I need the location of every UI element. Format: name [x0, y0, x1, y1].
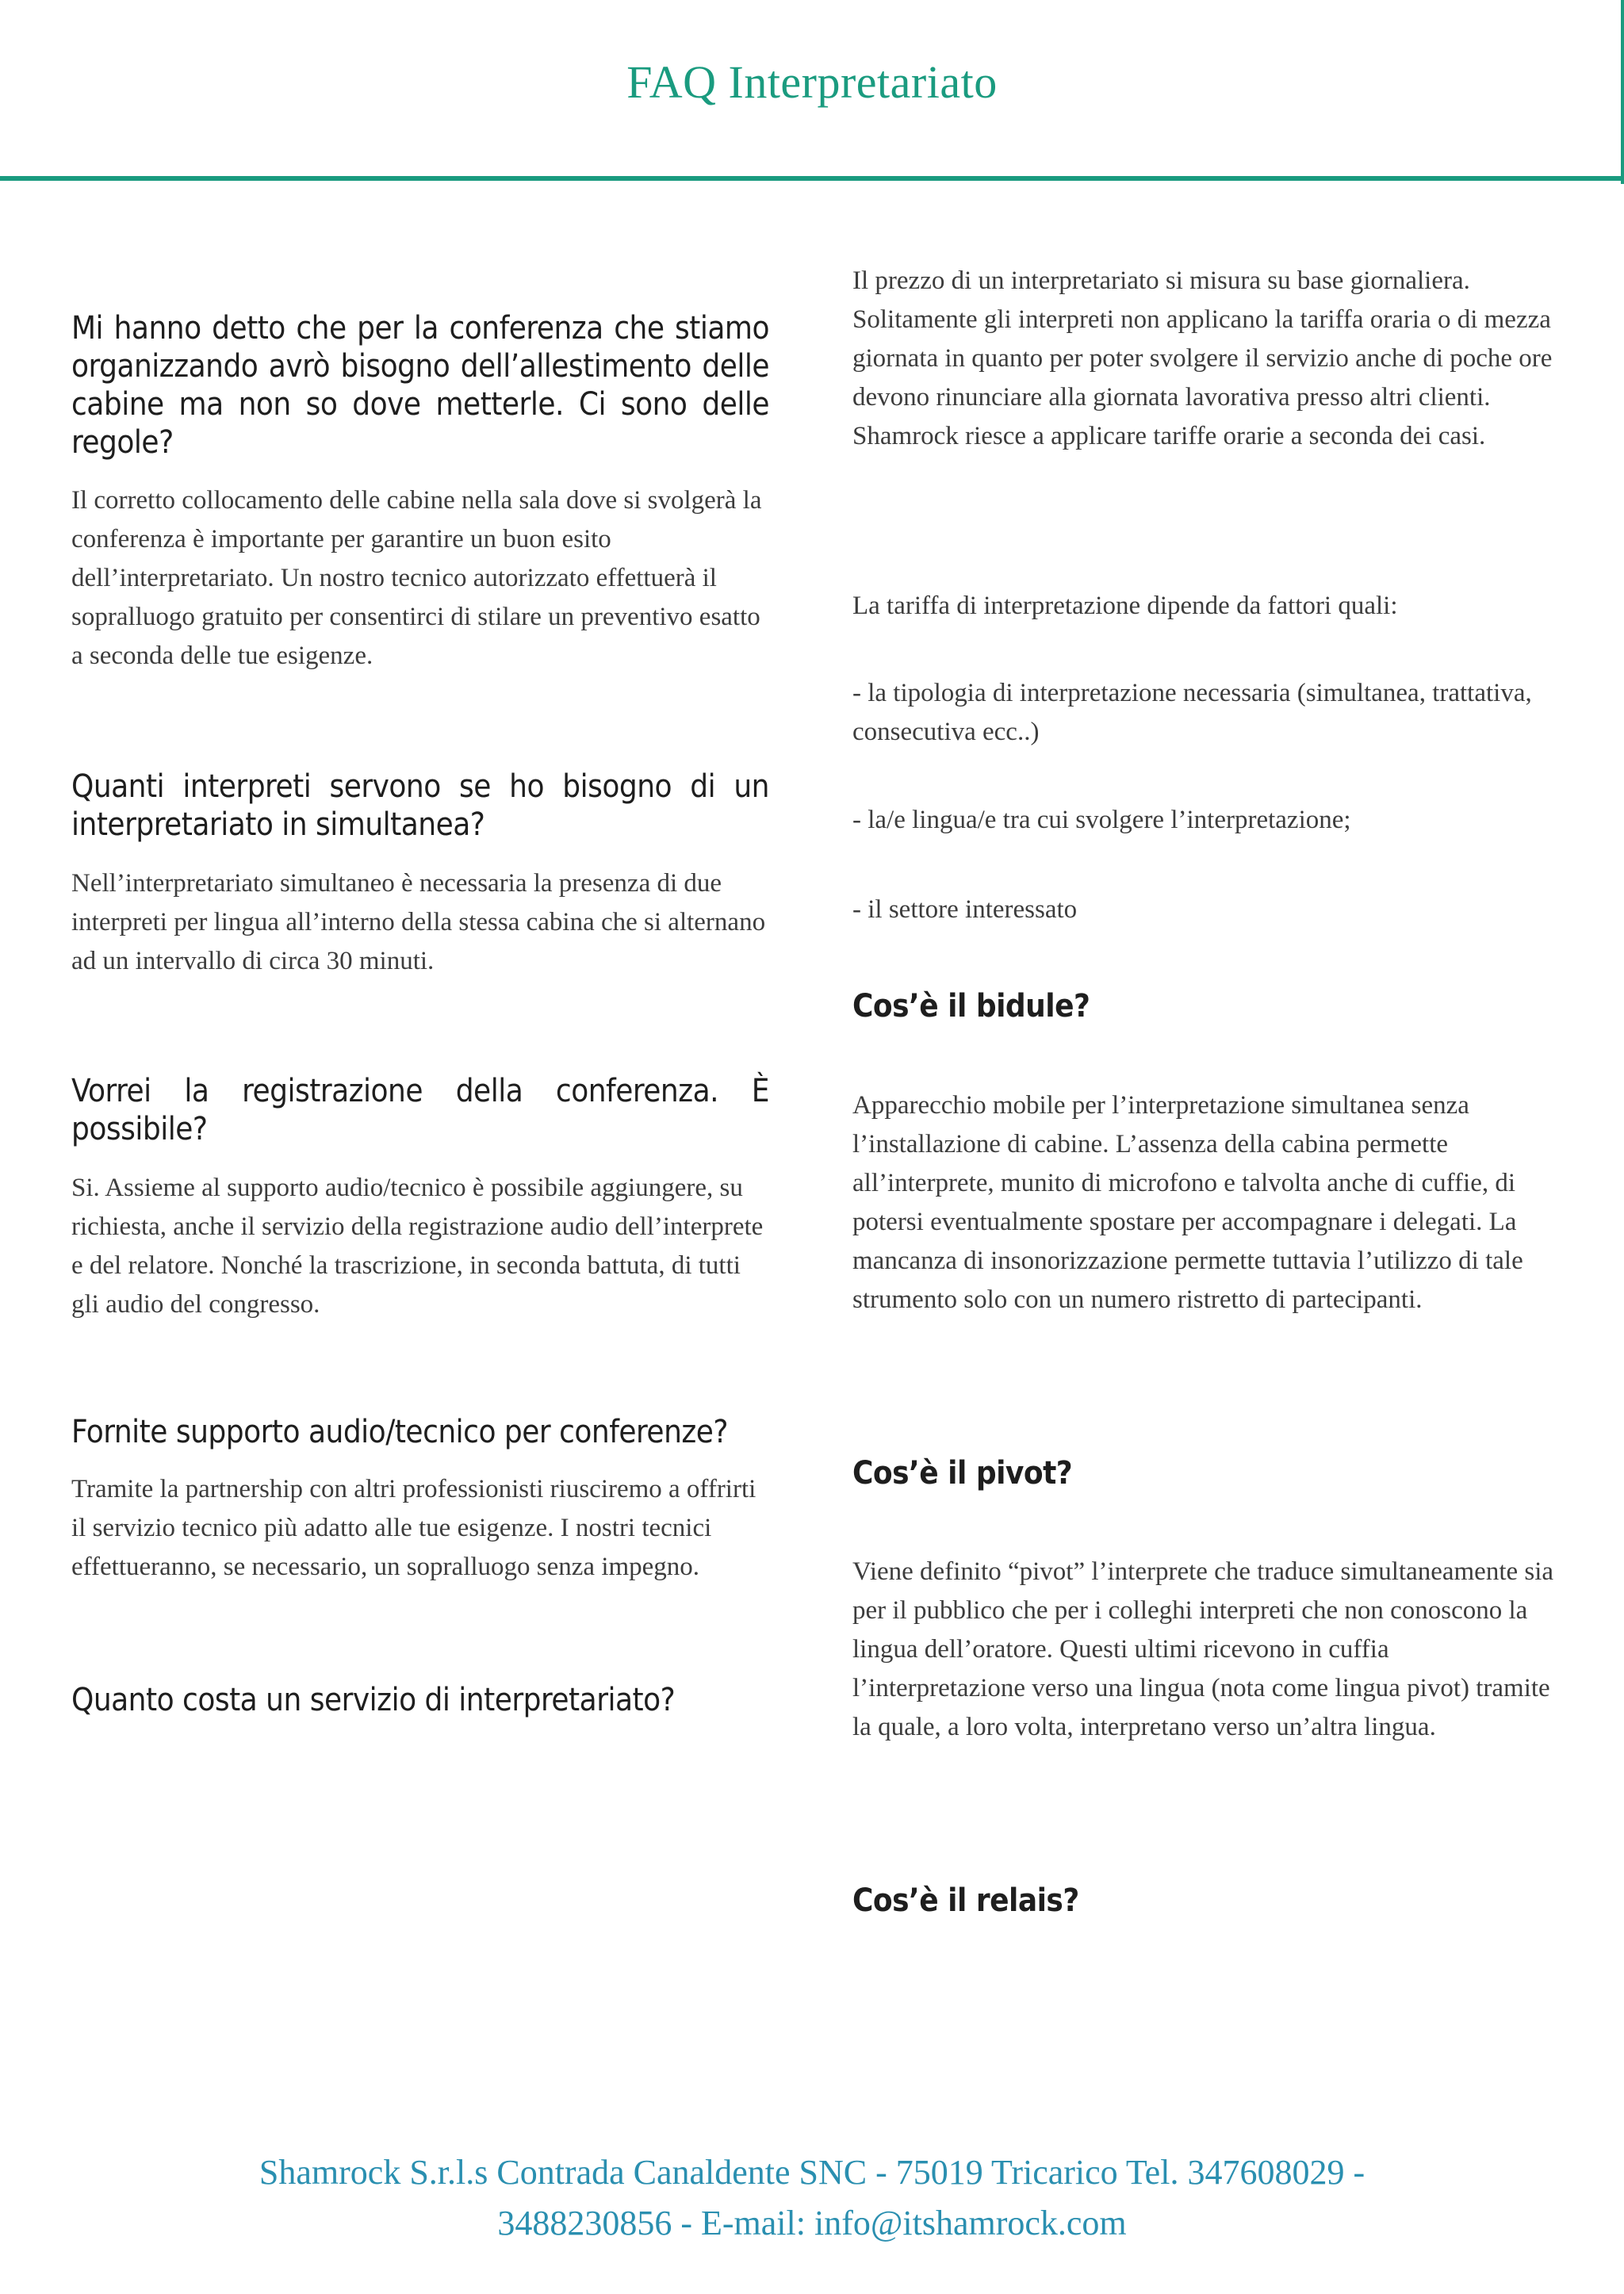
- faq-answer: Viene definito “pivot” l’interprete che traduce simultaneamente sia per il pubblico che per i colleghi interpreti che non conoscono la lingua dell’oratore. Questi ultimi ricevono in cuffia l’interpretazione verso una lingua (nota come lingua pivot) tramite la quale, a loro volta, interpretano verso un’altra lingua.: [852, 1557, 1554, 1741]
- faq-question: Cos’è il pivot?: [852, 1455, 1073, 1492]
- faq-answer: Nell’interpretariato simultaneo è necessaria la presenza di due interpreti per lingua all’interno della stessa cabina che si alternano ad un intervallo di circa 30 minuti.: [71, 869, 766, 975]
- faq-item-interpreti: [71, 768, 769, 844]
- factor-item-1: [852, 674, 1558, 752]
- faq-item-relais: [852, 1882, 1558, 1920]
- page-footer: [0, 2147, 1624, 2249]
- footer-contact-line-2: 3488230856 - E-mail: info@itshamrock.com: [497, 2204, 1127, 2242]
- faq-question: Quanti interpreti servono se ho bisogno di un interpretariato in simultanea?: [71, 768, 769, 843]
- page-header: [0, 0, 1624, 176]
- faq-item-costo: [71, 1681, 769, 1719]
- faq-answer: Apparecchio mobile per l’interpretazione simultanea senza l’installazione di cabine. L’assenza della cabina permette all’interprete, munito di microfono e talvolta anche di cuffie, di potersi eventualmente spostare per accompagnare i delegati. La mancanza di insonorizzazione permette tuttavia l’utilizzo di tale strumento solo con un numero ristretto di partecipanti.: [852, 1091, 1523, 1314]
- faq-question: Mi hanno detto che per la conferenza che stiamo organizzando avrò bisogno dell’allestimento delle cabine ma non so dove metterle. Ci sono delle regole?: [71, 310, 769, 461]
- page-title: FAQ Interpretariato: [626, 56, 998, 108]
- faq-item-cabine: [71, 309, 769, 461]
- faq-answer-block: [71, 1470, 769, 1587]
- faq-answer: Il corretto collocamento delle cabine nella sala dove si svolgerà la conferenza è importante per garantire un buon esito dell’interpretariato. Un nostro tecnico autorizzato effettuerà il sopralluogo gratuito per consentirci di stilare un preventivo esatto a seconda delle tue esigenze.: [71, 486, 762, 670]
- factors-intro: La tariffa di interpretazione dipende da fattori quali:: [852, 592, 1398, 620]
- faq-item-registrazione: [71, 1072, 769, 1148]
- faq-answer-block: [71, 864, 769, 981]
- faq-answer-block: [71, 1169, 769, 1324]
- faq-answer: Tramite la partnership con altri professionisti riusciremo a offrirti il servizio tecnico più adatto alle tue esigenze. I nostri tecnici effettueranno, se necessario, un sopralluogo senza impegno.: [71, 1475, 756, 1581]
- factor-item-2: [852, 801, 1558, 840]
- faq-question: Vorrei la registrazione della conferenza. È possibile?: [71, 1073, 769, 1147]
- factor-item-3: [852, 890, 1558, 929]
- faq-answer-block: [71, 481, 769, 676]
- factor-text: - il settore interessato: [852, 895, 1078, 924]
- faq-answer: Si. Assieme al supporto audio/tecnico è possibile aggiungere, su richiesta, anche il servizio della registrazione audio dell’interprete e del relatore. Nonché la trascrizione, in seconda battuta, di tutti gli audio del congresso.: [71, 1174, 764, 1319]
- faq-question: Fornite supporto audio/tecnico per conferenze?: [71, 1414, 729, 1450]
- faq-answer-block: [852, 1553, 1558, 1747]
- faq-question: Cos’è il relais?: [852, 1882, 1079, 1919]
- factors-intro-block: [852, 587, 1558, 626]
- faq-question: Quanto costa un servizio di interpretariato?: [71, 1682, 676, 1718]
- footer-contact-line-1: Shamrock S.r.l.s Contrada Canaldente SNC - 75019 Tricarico Tel. 347608029 -: [259, 2153, 1365, 2192]
- price-paragraph: Il prezzo di un interpretariato si misura su base giornaliera. Solitamente gli interpreti non applicano la tariffa oraria o di mezza giornata in quanto per poter svolgere il servizio anche di poche ore devono rinunciare alla giornata lavorativa presso altri clienti. Shamrock riesce a applicare tariffe orarie a seconda dei casi.: [852, 266, 1553, 450]
- faq-answer-block: [852, 1086, 1558, 1319]
- faq-item-supporto: [71, 1413, 769, 1451]
- faq-question: Cos’è il bidule?: [852, 988, 1090, 1024]
- factor-text: - la/e lingua/e tra cui svolgere l’interpretazione;: [852, 806, 1351, 834]
- factor-text: - la tipologia di interpretazione necessaria (simultanea, trattativa, consecutiva ecc..): [852, 679, 1532, 746]
- header-edge-accent: [1621, 0, 1624, 184]
- faq-item-bidule: [852, 987, 1558, 1025]
- header-divider: [0, 176, 1624, 181]
- price-paragraph-block: [852, 262, 1558, 456]
- faq-item-pivot: [852, 1454, 1558, 1492]
